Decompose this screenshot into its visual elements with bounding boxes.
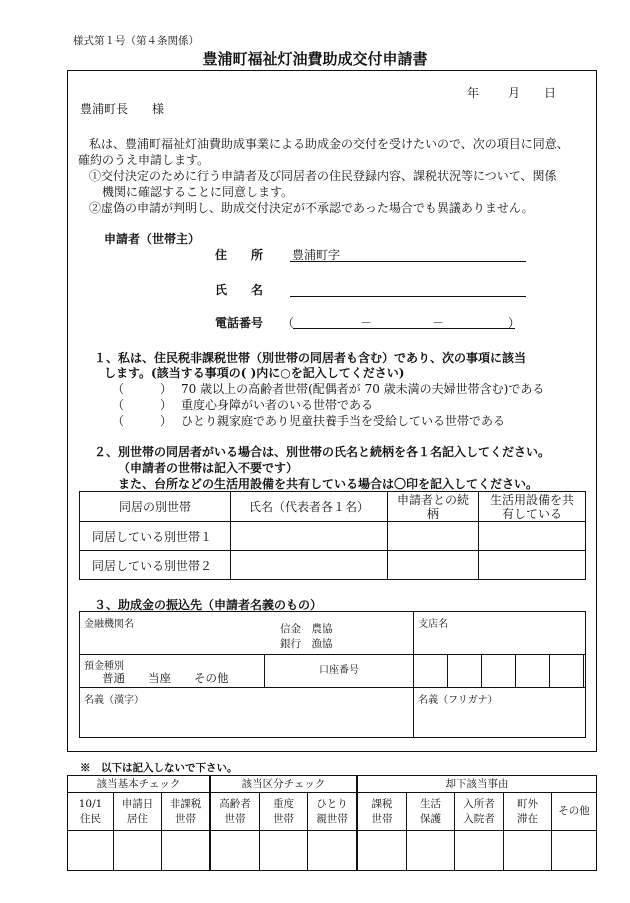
- holder-kana-label: 名義（フリガナ）: [418, 695, 498, 706]
- bank-name-label: 金融機関名: [84, 619, 134, 630]
- branch-name-cell[interactable]: [414, 612, 586, 655]
- col-outside-town: 町外 滞在: [504, 793, 552, 831]
- check-resident[interactable]: [68, 831, 114, 871]
- header-relation: 申請者との続柄: [388, 492, 479, 522]
- section1-paren-1[interactable]: （ ）: [112, 382, 173, 396]
- group-basic-check: 該当基本チェック: [68, 776, 211, 793]
- section1-item-1: 70 歳以上の高齢者世帯(配偶者が 70 歳未満の夫婦世帯含む)である: [181, 382, 545, 396]
- bank-name-cell[interactable]: [80, 612, 414, 655]
- name-field[interactable]: [290, 296, 526, 297]
- account-number-label: 口座番号: [265, 655, 414, 688]
- col-resident: 10/1 住民: [68, 793, 114, 831]
- holder-kanji-cell[interactable]: [80, 688, 414, 738]
- holder-kanji-label: 名義（漢字）: [84, 695, 144, 706]
- check-residence[interactable]: [114, 831, 162, 871]
- date-year: 年: [467, 86, 480, 100]
- account-digit-3[interactable]: [482, 655, 516, 688]
- header-shared-facility: 生活用設備を共有している: [479, 492, 586, 522]
- applicant-heading: 申請者（世帯主）: [104, 232, 201, 246]
- group-category-check: 該当区分チェック: [210, 776, 357, 793]
- phone-field[interactable]: [293, 328, 515, 329]
- section2-line-3: また、台所などの生活用設備を共有している場合は〇印を記入してください。: [118, 477, 539, 491]
- cohabitant-row-1-relation[interactable]: [388, 522, 479, 551]
- header-name: 氏名（代表者各１名）: [231, 492, 388, 522]
- col-elderly: 高齢者 世帯: [210, 793, 260, 831]
- check-elderly[interactable]: [210, 831, 260, 871]
- section1-item-2: 重度心身障がい者のいる世帯である: [181, 398, 374, 412]
- section1-item-3: ひとり親家庭であり児童扶養手当を受給している世帯である: [181, 414, 506, 428]
- check-disability[interactable]: [260, 831, 308, 871]
- section1-paren-2[interactable]: （ ）: [112, 398, 173, 412]
- check-non-taxable[interactable]: [162, 831, 211, 871]
- intro-line-4: 機関に確認することに同意します。: [102, 185, 294, 199]
- deposit-type-label: 預金種別: [84, 661, 124, 672]
- col-institution: 入所者 入院者: [455, 793, 504, 831]
- section1-line-1: １、私は、住民税非課税世帯（別世帯の同居者も含む）であり、次の事項に該当: [94, 351, 527, 365]
- phone-open: （: [282, 316, 295, 330]
- phone-label: 電話番号: [215, 316, 264, 330]
- col-disability: 重度 世帯: [260, 793, 308, 831]
- date-day: 日: [544, 86, 557, 100]
- col-taxable: 課税 世帯: [357, 793, 407, 831]
- intro-line-2: 確約のうえ申請します。: [78, 153, 210, 167]
- account-digit-2[interactable]: [448, 655, 482, 688]
- col-welfare: 生活 保護: [407, 793, 455, 831]
- cohabitant-row-2-shared[interactable]: [479, 551, 586, 580]
- deposit-options: 普通 当座 その他: [102, 671, 229, 685]
- cohabitant-row-2-relation[interactable]: [388, 551, 479, 580]
- col-single-parent: ひとり 親世帯: [308, 793, 358, 831]
- check-welfare[interactable]: [407, 831, 455, 871]
- check-other[interactable]: [552, 831, 597, 871]
- account-digit-4[interactable]: [516, 655, 550, 688]
- section1-paren-3[interactable]: （ ）: [112, 414, 173, 428]
- intro-line-1: 私は、豊浦町福祉灯油費助成事業による助成金の交付を受けたいので、次の項目に同意、: [89, 137, 569, 151]
- check-outside-town[interactable]: [504, 831, 552, 871]
- group-rejection-reasons: 却下該当事由: [357, 776, 597, 793]
- cohabitant-row-1-name[interactable]: [231, 522, 388, 551]
- intro-line-3: ①交付決定のために行う申請者及び同居者の住民登録内容、課税状況等について、関係: [89, 169, 557, 183]
- section1-line-2: します。(該当する事項の( )内に○を記入してください): [104, 366, 405, 380]
- addressee: 豊浦町長 様: [80, 102, 165, 116]
- account-digit-1[interactable]: [414, 655, 448, 688]
- section2-line-1: ２、別世帯の同居者がいる場合は、別世帯の氏名と続柄を各１名記入してください。: [94, 445, 551, 459]
- bank-type-2: 銀行 漁協: [280, 638, 333, 650]
- bank-account-table: [79, 611, 586, 738]
- check-taxable[interactable]: [357, 831, 407, 871]
- address-value: 豊浦町字: [292, 248, 341, 262]
- check-institution[interactable]: [455, 831, 504, 871]
- section3-heading: ３、助成金の振込先（申請者名義のもの）: [94, 598, 323, 612]
- check-single-parent[interactable]: [308, 831, 358, 871]
- office-note: ※ 以下は記入しないで下さい。: [80, 762, 238, 774]
- form-title: 豊浦町福祉灯油費助成交付申請書: [202, 50, 428, 68]
- account-digit-6[interactable]: [584, 655, 586, 688]
- date-month: 月: [508, 86, 521, 100]
- holder-kana-cell[interactable]: [414, 688, 586, 738]
- branch-name-label: 支店名: [418, 619, 449, 630]
- cohabitant-row-2-label: 同居している別世帯２: [80, 551, 231, 580]
- header-household: 同居の別世帯: [80, 492, 231, 522]
- office-header-row: [68, 793, 597, 831]
- phone-close: ）: [508, 316, 521, 330]
- office-use-table: [67, 775, 597, 871]
- section2-line-2: （申請者の世帯は記入不要です）: [118, 461, 299, 475]
- phone-dash-1: －: [360, 316, 373, 330]
- form-number: 様式第１号（第４条関係）: [73, 35, 199, 47]
- phone-dash-2: －: [432, 316, 445, 330]
- col-non-taxable: 非課税 世帯: [162, 793, 211, 831]
- bank-type-1: 信金 農協: [280, 623, 333, 635]
- deposit-type-cell[interactable]: [80, 655, 265, 688]
- intro-line-5: ②虚偽の申請が判明し、助成交付決定が不承認であった場合でも異議ありません。: [89, 201, 534, 215]
- cohabitant-row-2-name[interactable]: [231, 551, 388, 580]
- cohabitant-table: [79, 491, 586, 580]
- col-other: その他: [552, 793, 597, 831]
- account-digit-5[interactable]: [550, 655, 584, 688]
- col-residence: 申請日 居住: [114, 793, 162, 831]
- cohabitant-row-1-shared[interactable]: [479, 522, 586, 551]
- cohabitant-row-1-label: 同居している別世帯１: [80, 522, 231, 551]
- address-line: [290, 261, 526, 262]
- name-label: 氏 名: [215, 283, 264, 297]
- address-label: 住 所: [215, 248, 264, 262]
